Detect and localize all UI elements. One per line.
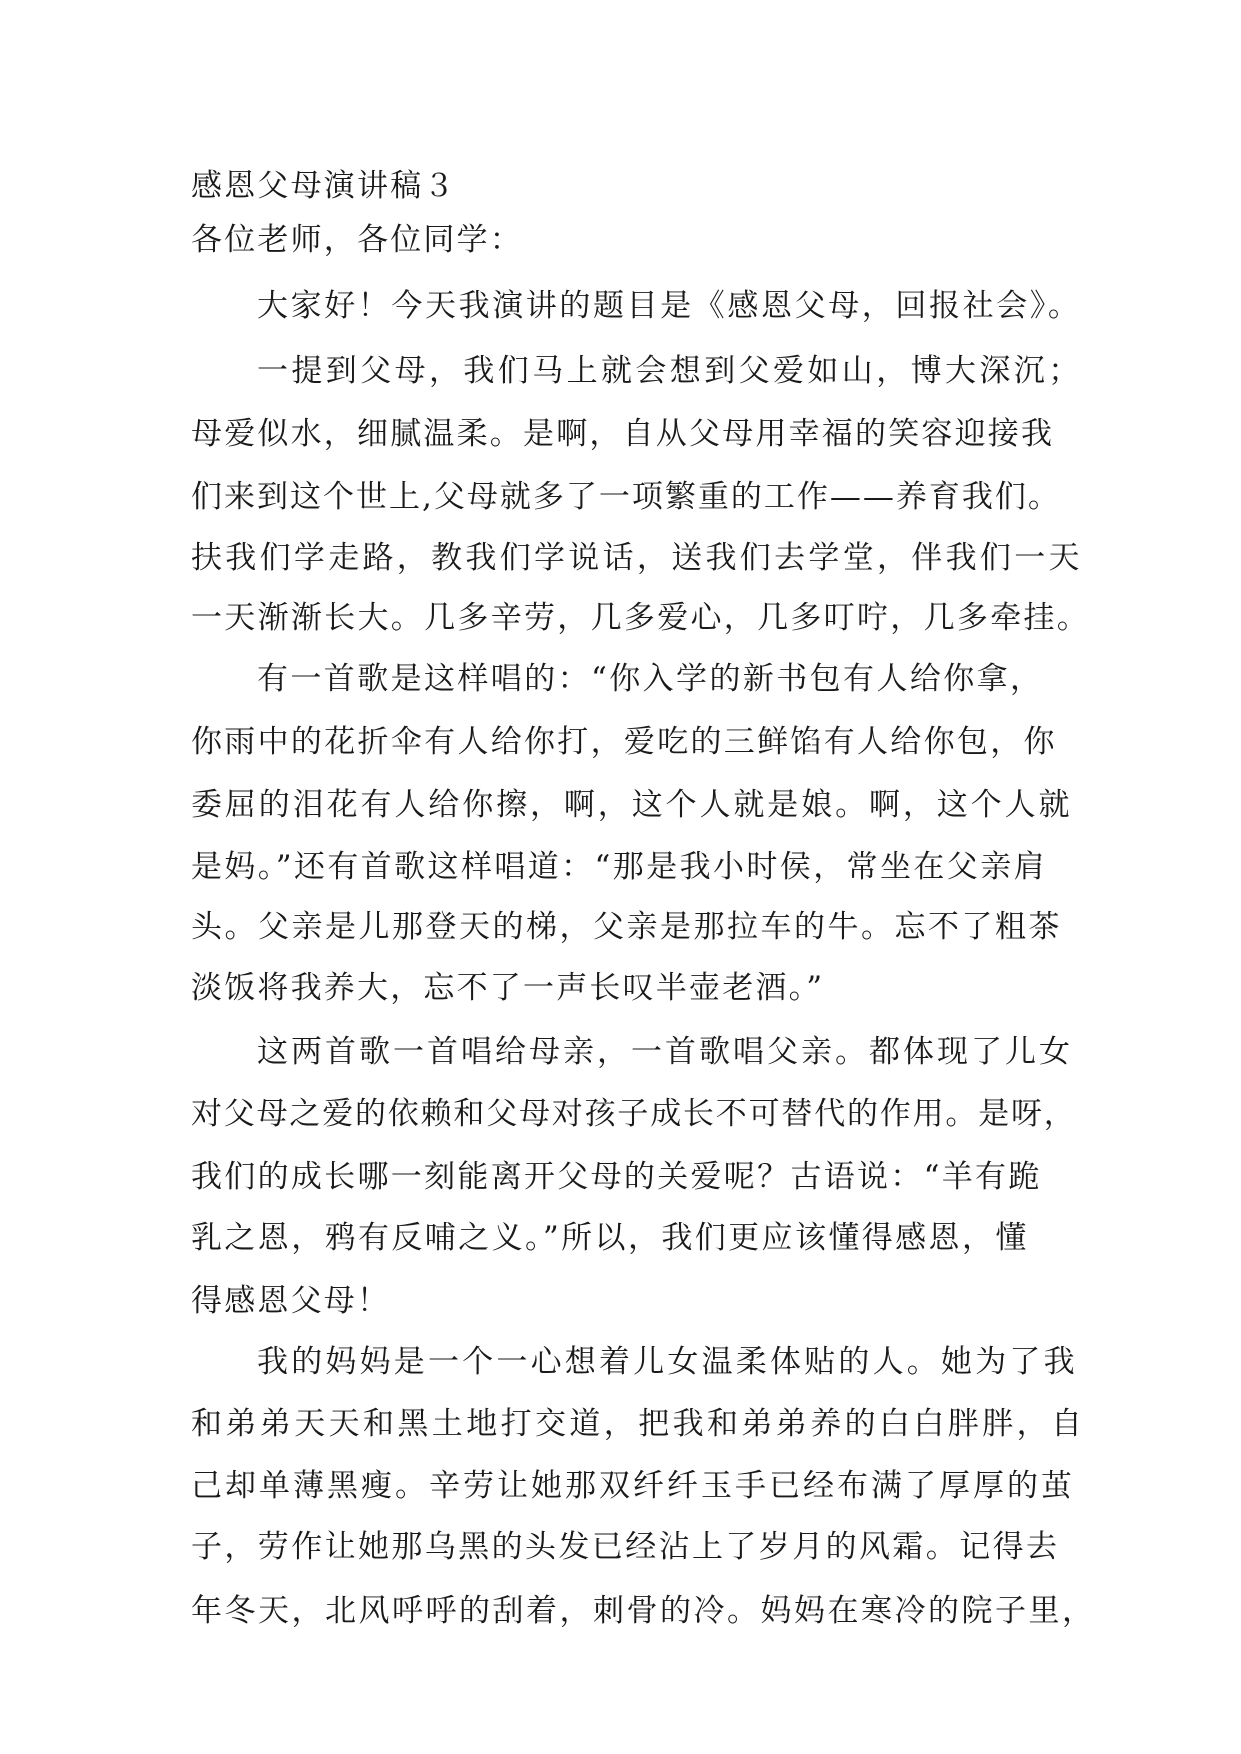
text-line: 委屈的泪花有人给你擦，啊，这个人就是娘。啊，这个人就 xyxy=(191,787,1073,823)
text-line: 一天渐渐长大。几多辛劳，几多爱心，几多叮咛，几多牵挂。 xyxy=(191,600,1091,636)
text-line: 扶我们学走路，教我们学说话，送我们去学堂，伴我们一天 xyxy=(191,540,1083,576)
text-line: 头。父亲是儿那登天的梯，父亲是那拉车的牛。忘不了粗茶 xyxy=(191,909,1062,945)
text-line: 子，劳作让她那乌黑的头发已经沾上了岁月的风霜。记得去 xyxy=(191,1529,1060,1565)
text-line: 得感恩父母！ xyxy=(191,1283,391,1319)
text-line: 我们的成长哪一刻能离开父母的关爱呢？古语说：“羊有跪 xyxy=(191,1159,1042,1195)
text-line: 母爱似水，细腻温柔。是啊，自从父母用幸福的笑容迎接我 xyxy=(191,416,1055,452)
text-line: 有一首歌是这样唱的：“你入学的新书包有人给你拿， xyxy=(257,661,1044,697)
text-line: 和弟弟天天和黑土地打交道，把我和弟弟养的白白胖胖，自 xyxy=(191,1406,1086,1442)
text-line: 年冬天，北风呼呼的刮着，刺骨的冷。妈妈在寒冷的院子里， xyxy=(191,1593,1096,1629)
text-line: 你雨中的花折伞有人给你打，爱吃的三鲜馅有人给你包，你 xyxy=(191,724,1057,760)
text-line: 对父母之爱的依赖和父母对孩子成长不可替代的作用。是呀， xyxy=(191,1096,1077,1132)
text-line: 我的妈妈是一个一心想着儿女温柔体贴的人。她为了我 xyxy=(257,1344,1078,1380)
text-line: 这两首歌一首唱给母亲，一首歌唱父亲。都体现了儿女 xyxy=(257,1034,1073,1070)
text-line: 乳之恩，鸦有反哺之义。”所以，我们更应该懂得感恩，懂 xyxy=(191,1220,1029,1256)
text-line: 己却单薄黑瘦。辛劳让她那双纤纤玉手已经布满了厚厚的茧 xyxy=(191,1468,1075,1504)
text-line: 们来到这个世上,父母就多了一项繁重的工作——养育我们。 xyxy=(191,479,1061,515)
text-line: 淡饭将我养大，忘不了一声长叹半壶老酒。” xyxy=(191,970,825,1006)
text-line: 一提到父母，我们马上就会想到父爱如山，博大深沉； xyxy=(257,353,1083,389)
document-title: 感恩父母演讲稿３ xyxy=(191,168,457,204)
greeting-line: 各位老师，各位同学： xyxy=(191,222,523,258)
text-line: 大家好！今天我演讲的题目是《感恩父母，回报社会》。 xyxy=(257,288,1082,324)
text-line: 是妈。”还有首歌这样唱道：“那是我小时侯，常坐在父亲肩 xyxy=(191,849,1047,885)
